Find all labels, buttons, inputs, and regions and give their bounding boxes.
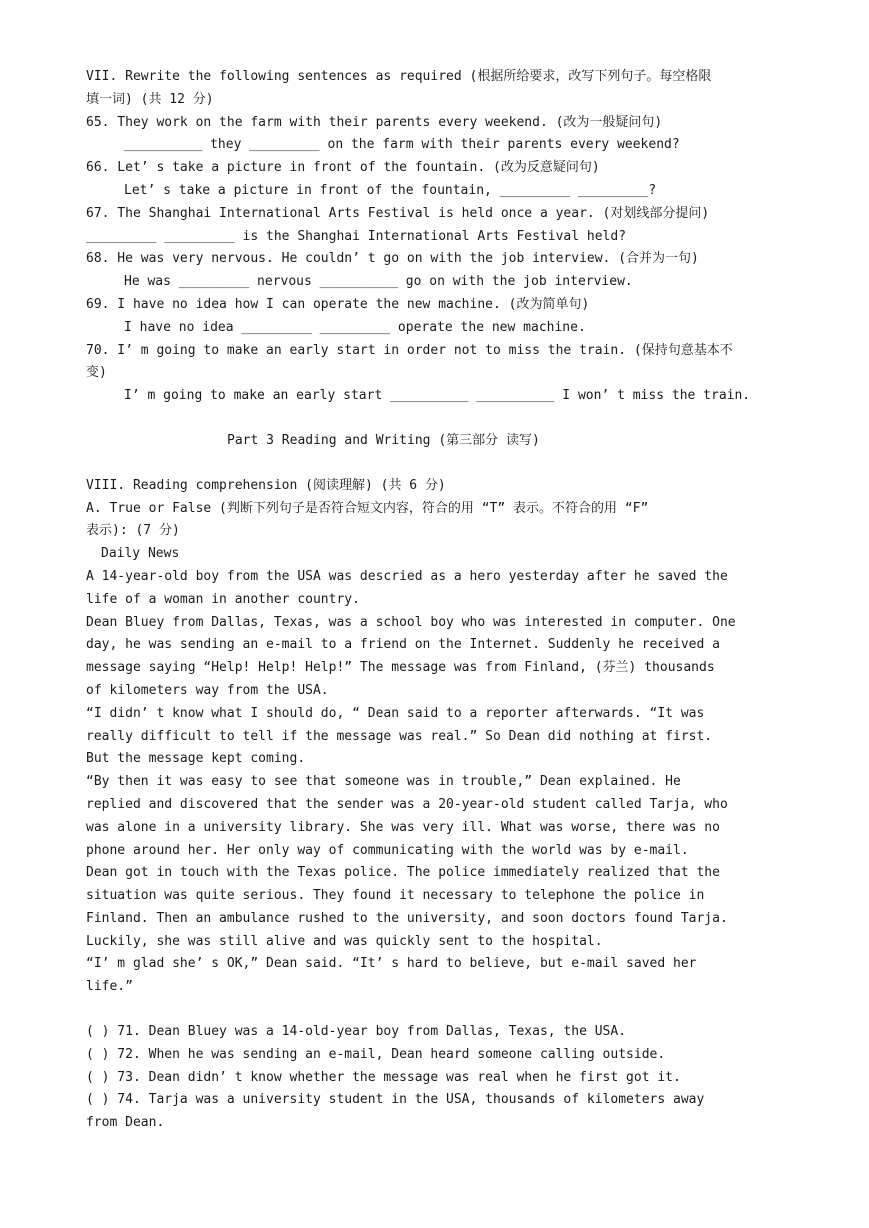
passage-paragraph: “By then it was easy to see that someone was in trouble,” Dean explained. He replied and discovered that the sender was a 20-year-old student called Tarja, who was alone in a university library. She was very ill. What was worse, there was no phone around her. Her only way of communicating with the world was by e-mail.	[86, 774, 728, 858]
subsection-a-header-cont: 表示): (7 分)	[86, 523, 180, 539]
answer-line-66: Let’ s take a picture in front of the fountain, _________ _________?	[124, 182, 657, 198]
section7-header-cont: 填一词) (共 12 分)	[86, 91, 214, 107]
spacer	[86, 999, 738, 1021]
answer-line-68: He was _________ nervous __________ go on with the job interview.	[124, 274, 633, 290]
answer-line-67: _________ _________ is the Shanghai International Arts Festival held?	[86, 228, 627, 244]
passage-paragraph: “I didn’ t know what I should do, “ Dean said to a reporter afterwards. “It was really difficult to tell if the message was real.” So Dean did nothing at first. But the message kept coming.	[86, 705, 713, 767]
passage-paragraph: “I’ m glad she’ s OK,” Dean said. “It’ s hard to believe, but e-mail saved her life.”	[86, 956, 697, 995]
section8-header: VIII. Reading comprehension (阅读理解) (共 6 分)	[86, 477, 446, 493]
worksheet-content	[86, 66, 751, 1135]
question-70: 70. I’ m going to make an early start in order not to miss the train. (保持句意基本不	[86, 342, 733, 358]
tf-questions	[86, 1021, 738, 1135]
passage-paragraph: A 14-year-old boy from the USA was descried as a hero yesterday after he saved the life of a woman in another country.	[86, 568, 728, 607]
tf-question-72: ( ) 72. When he was sending an e-mail, Dean heard someone calling outside.	[86, 1046, 666, 1062]
question-66: 66. Let’ s take a picture in front of the fountain. (改为反意疑问句)	[86, 160, 600, 176]
question-68: 68. He was very nervous. He couldn’ t go on with the job interview. (合并为一句)	[86, 251, 699, 267]
answer-line-65: __________ they _________ on the farm with their parents every weekend?	[124, 137, 680, 153]
passage-paragraph: Dean got in touch with the Texas police. The police immediately realized that the situation was quite serious. They found it necessary to telephone the police in Finland. Then an ambulance rushed to the university, and soon doctors found Tarja. Luckily, she was still alive and was quickly sent to the hospital.	[86, 865, 728, 949]
answer-line-70: I’ m going to make an early start __________ __________ I won’ t miss the train.	[124, 388, 751, 404]
tf-question-73: ( ) 73. Dean didn’ t know whether the message was real when he first got it.	[86, 1069, 681, 1085]
question-67: 67. The Shanghai International Arts Festival is held once a year. (对划线部分提问)	[86, 205, 710, 221]
answer-line-69: I have no idea _________ _________ operate the new machine.	[124, 319, 586, 335]
passage-paragraph: Dean Bluey from Dallas, Texas, was a school boy who was interested in computer. One day, he was sending an e-mail to a friend on the Internet. Suddenly he received a message saying “Help! Help! Help!” The message was from Finland, (芬兰) thousands of kilometers way from the USA.	[86, 614, 736, 698]
part3-title: Part 3 Reading and Writing (第三部分 读写)	[227, 432, 540, 448]
subsection-a-header: A. True or False (判断下列句子是否符合短文内容，符合的用 “T” 表示。不符合的用 “F”	[86, 500, 649, 516]
reading-passage	[86, 566, 738, 999]
question-69: 69. I have no idea how I can operate the new machine. (改为简单句)	[86, 296, 590, 312]
question-70-cont: 变)	[86, 365, 107, 381]
section7-header: VII. Rewrite the following sentences as required (根据所给要求，改写下列句子。每空格限	[86, 69, 712, 84]
passage-title: Daily News	[101, 546, 180, 562]
tf-question-71: ( ) 71. Dean Bluey was a 14-old-year boy from Dallas, Texas, the USA.	[86, 1024, 627, 1040]
tf-question-74: ( ) 74. Tarja was a university student in the USA, thousands of kilometers away from Dean.	[86, 1092, 705, 1131]
question-65: 65. They work on the farm with their parents every weekend. (改为一般疑问句)	[86, 114, 663, 130]
